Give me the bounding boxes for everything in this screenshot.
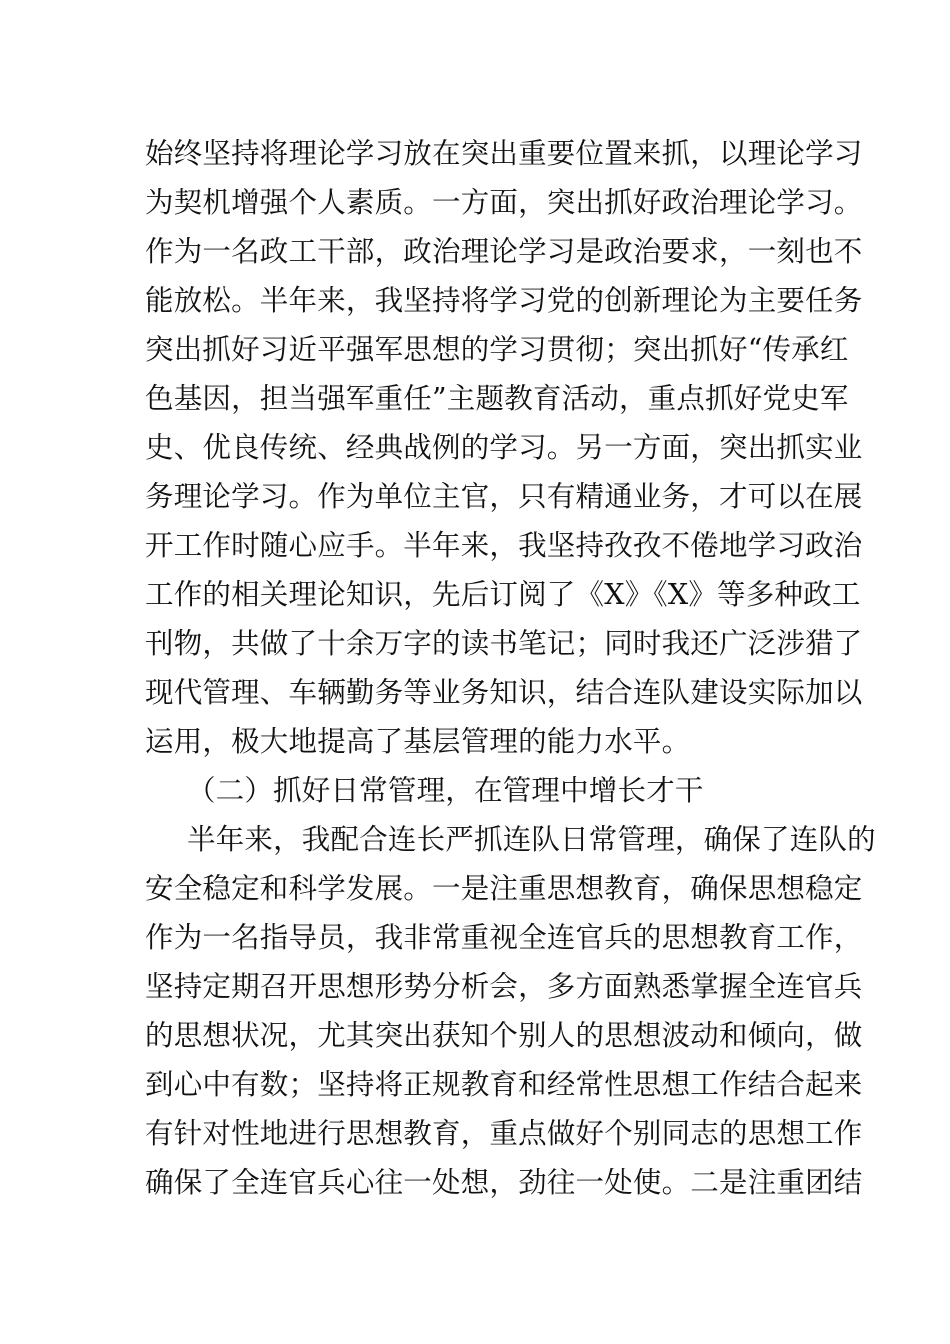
text-line: 安全稳定和科学发展。一是注重思想教育，确保思想稳定: [145, 872, 863, 905]
text-line: 色基因，担当强军重任”主题教育活动，重点抓好党史军: [145, 382, 849, 415]
text-line: 能放松。半年来，我坚持将学习党的创新理论为主要任务: [145, 284, 863, 317]
text-line: 运用，极大地提高了基层管理的能力水平。: [145, 725, 691, 758]
text-line: 作为一名政工干部，政治理论学习是政治要求，一刻也不: [145, 235, 863, 268]
text-line: 现代管理、车辆勤务等业务知识，结合连队建设实际加以: [145, 676, 863, 709]
section-heading: （二）抓好日常管理，在管理中增长才干: [187, 774, 704, 807]
text-line: 始终坚持将理论学习放在突出重要位置来抓，以理论学习: [145, 137, 863, 170]
text-line: 为契机增强个人素质。一方面，突出抓好政治理论学习。: [145, 186, 863, 219]
text-line: 有针对性地进行思想教育，重点做好个别同志的思想工作: [145, 1117, 863, 1150]
text-line: 开工作时随心应手。半年来，我坚持孜孜不倦地学习政治: [145, 529, 863, 562]
text-line: 务理论学习。作为单位主官，只有精通业务，才可以在展: [145, 480, 863, 513]
text-line: 的思想状况，尤其突出获知个别人的思想波动和倾向，做: [145, 1019, 863, 1052]
text-line: 史、优良传统、经典战例的学习。另一方面，突出抓实业: [145, 431, 863, 464]
text-line: 确保了全连官兵心往一处想，劲往一处使。二是注重团结: [145, 1166, 863, 1199]
document-body: [145, 129, 876, 1207]
text-line: 刊物，共做了十余万字的读书笔记；同时我还广泛涉猎了: [145, 627, 863, 660]
text-line: 作为一名指导员，我非常重视全连官兵的思想教育工作，: [145, 921, 863, 954]
text-line: 到心中有数；坚持将正规教育和经常性思想工作结合起来: [145, 1068, 863, 1101]
text-line: 突出抓好习近平强军思想的学习贯彻；突出抓好“传承红: [145, 333, 849, 366]
text-line: 工作的相关理论知识，先后订阅了《X》《X》等多种政工: [145, 578, 861, 611]
text-line: 坚持定期召开思想形势分析会，多方面熟悉掌握全连官兵: [145, 970, 863, 1003]
text-line: 半年来，我配合连长严抓连队日常管理，确保了连队的: [187, 823, 876, 856]
